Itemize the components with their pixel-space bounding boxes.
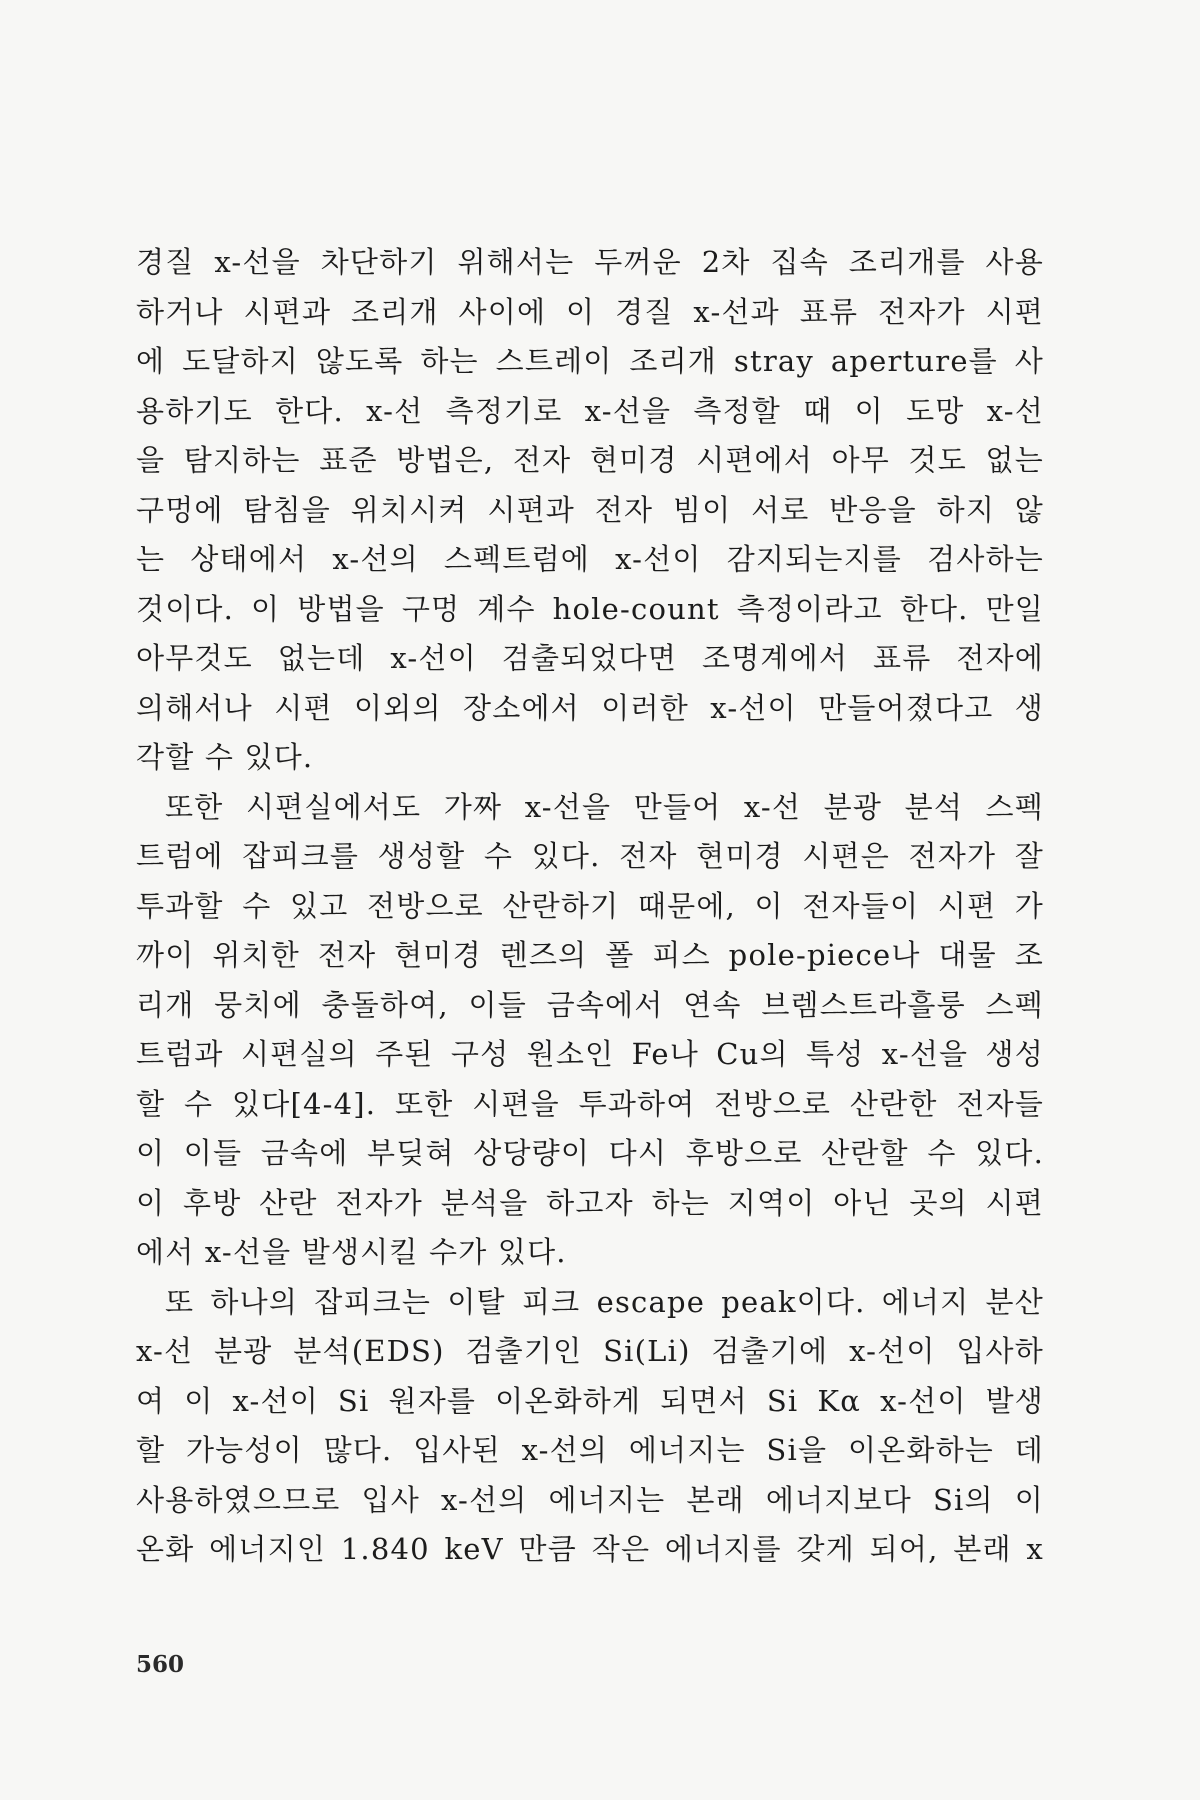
text-line: 용하기도 한다. x-선 측정기로 x-선을 측정할 때 이 도망 x-선 bbox=[136, 393, 1044, 428]
body-text bbox=[136, 238, 1044, 1575]
text-line: 에 도달하지 않도록 하는 스트레이 조리개 stray aperture를 사 bbox=[136, 344, 1044, 378]
text-line: 각할 수 있다. bbox=[136, 740, 314, 774]
text-line: 또한 시편실에서도 가짜 x-선을 만들어 x-선 분광 분석 스펙 bbox=[165, 789, 1044, 824]
text-line: 사용하였으므로 입사 x-선의 에너지는 본래 에너지보다 Si의 이 bbox=[136, 1482, 1044, 1517]
text-line: 까이 위치한 전자 현미경 렌즈의 폴 피스 pole-piece나 대물 조 bbox=[136, 938, 1044, 972]
text-line: 아무것도 없는데 x-선이 검출되었다면 조명계에서 표류 전자에 bbox=[136, 641, 1044, 675]
text-line: 이 후방 산란 전자가 분석을 하고자 하는 지역이 아닌 곳의 시편 bbox=[136, 1185, 1044, 1220]
text-line: 투과할 수 있고 전방으로 산란하기 때문에, 이 전자들이 시편 가 bbox=[136, 888, 1044, 923]
text-line: 또 하나의 잡피크는 이탈 피크 escape peak이다. 에너지 분산 bbox=[165, 1284, 1044, 1319]
paragraph-3 bbox=[136, 1278, 1044, 1575]
text-line: 트럼에 잡피크를 생성할 수 있다. 전자 현미경 시편은 전자가 잘 bbox=[136, 839, 1044, 873]
text-line: 는 상태에서 x-선의 스펙트럼에 x-선이 감지되는지를 검사하는 bbox=[136, 542, 1044, 576]
text-line: 할 수 있다[4-4]. 또한 시편을 투과하여 전방으로 산란한 전자들 bbox=[136, 1086, 1044, 1121]
text-line: 할 가능성이 많다. 입사된 x-선의 에너지는 Si을 이온화하는 데 bbox=[136, 1433, 1044, 1467]
text-line: 리개 뭉치에 충돌하여, 이들 금속에서 연속 브렘스트라흘룽 스펙 bbox=[136, 987, 1044, 1022]
text-line: 에서 x-선을 발생시킬 수가 있다. bbox=[136, 1235, 567, 1269]
text-line: x-선 분광 분석(EDS) 검출기인 Si(Li) 검출기에 x-선이 입사하 bbox=[136, 1334, 1044, 1368]
text-line: 구멍에 탐침을 위치시켜 시편과 전자 빔이 서로 반응을 하지 않 bbox=[136, 492, 1044, 527]
text-line: 이 이들 금속에 부딪혀 상당량이 다시 후방으로 산란할 수 있다. bbox=[136, 1136, 1044, 1170]
text-line: 을 탐지하는 표준 방법은, 전자 현미경 시편에서 아무 것도 없는 bbox=[136, 443, 1044, 477]
text-line: 온화 에너지인 1.840 keV 만큼 작은 에너지를 갖게 되어, 본래 x bbox=[136, 1532, 1044, 1566]
text-line: 것이다. 이 방법을 구멍 계수 hole-count 측정이라고 한다. 만일 bbox=[136, 591, 1044, 626]
page-number: 560 bbox=[136, 1651, 185, 1678]
text-line: 여 이 x-선이 Si 원자를 이온화하게 되면서 Si Kα x-선이 발생 bbox=[136, 1383, 1044, 1418]
paragraph-2 bbox=[136, 783, 1044, 1278]
text-line: 경질 x-선을 차단하기 위해서는 두꺼운 2차 집속 조리개를 사용 bbox=[136, 245, 1044, 279]
paragraph-1 bbox=[136, 238, 1044, 783]
text-line: 트럼과 시편실의 주된 구성 원소인 Fe나 Cu의 특성 x-선을 생성 bbox=[136, 1037, 1044, 1071]
text-line: 의해서나 시편 이외의 장소에서 이러한 x-선이 만들어졌다고 생 bbox=[136, 690, 1044, 725]
text-line: 하거나 시편과 조리개 사이에 이 경질 x-선과 표류 전자가 시편 bbox=[136, 294, 1044, 329]
